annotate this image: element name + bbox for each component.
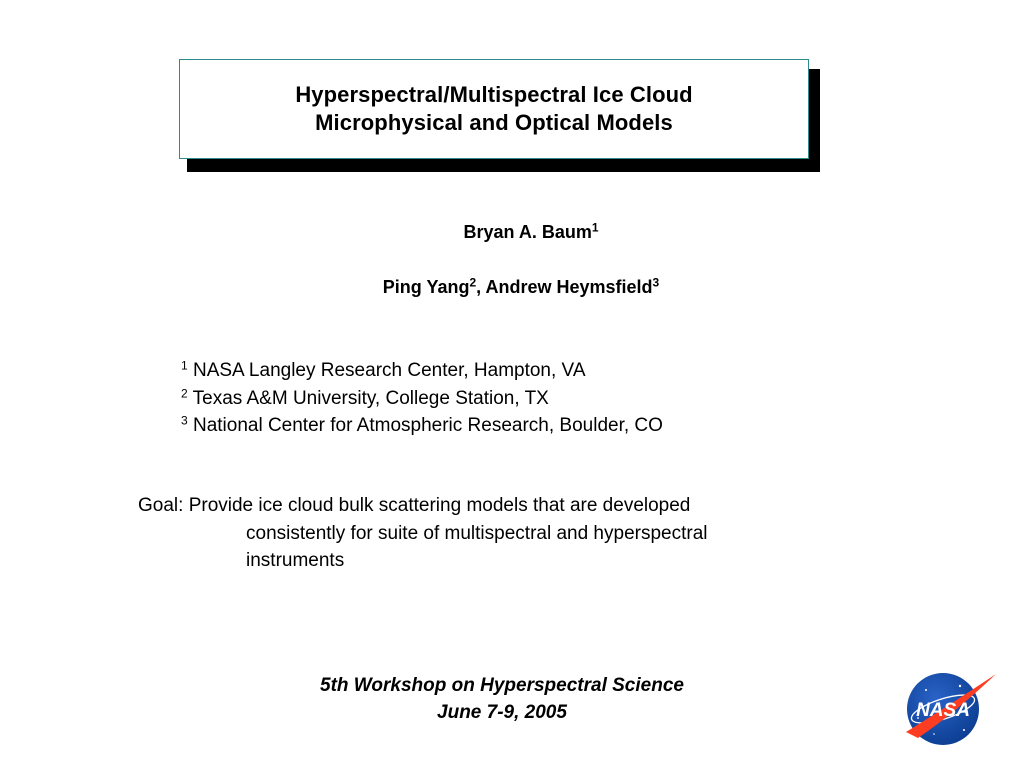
main-author-sup: 1	[591, 220, 599, 235]
nasa-logo-text: NASA	[916, 700, 970, 721]
co-authors	[0, 277, 1024, 298]
title-line-2: Microphysical and Optical Models	[315, 110, 673, 135]
main-author	[0, 222, 1024, 243]
workshop-dates: June 7-9, 2005	[437, 702, 567, 723]
workshop-name: 5th Workshop on Hyperspectral Science	[320, 675, 684, 696]
title-line-1: Hyperspectral/Multispectral Ice Cloud	[295, 82, 693, 107]
nasa-logo-icon	[898, 666, 998, 750]
affiliation-1	[181, 357, 663, 385]
affiliation-2-num: 2	[181, 385, 188, 400]
goal-line-2: consistently for suite of multispectral and hyperspectral	[246, 522, 708, 544]
affiliation-3-text: National Center for Atmospheric Research, Boulder, CO	[187, 415, 663, 436]
co-author-2-name: Andrew Heymsfield	[485, 277, 653, 297]
affiliation-1-num: 1	[181, 358, 188, 373]
goal-line-3: instruments	[246, 550, 345, 571]
affiliation-1-text: NASA Langley Research Center, Hampton, VA	[187, 360, 586, 381]
co-author-2-sup: 3	[652, 275, 660, 290]
affiliation-2-text: Texas A&M University, College Station, TX	[187, 387, 549, 409]
affiliation-2	[181, 385, 663, 413]
co-author-separator: ,	[476, 277, 486, 297]
affiliation-3	[181, 412, 663, 440]
workshop-info	[0, 672, 1004, 726]
title-box	[179, 59, 809, 159]
co-author-1-name: Ping Yang	[382, 277, 470, 297]
goal-statement	[138, 492, 818, 575]
goal-line-1: Goal: Provide ice cloud bulk scattering models that are developed	[138, 495, 691, 516]
affiliations	[181, 357, 663, 440]
main-author-name: Bryan A. Baum	[463, 222, 592, 242]
affiliation-3-num: 3	[181, 413, 188, 428]
co-author-1-sup: 2	[469, 275, 477, 290]
